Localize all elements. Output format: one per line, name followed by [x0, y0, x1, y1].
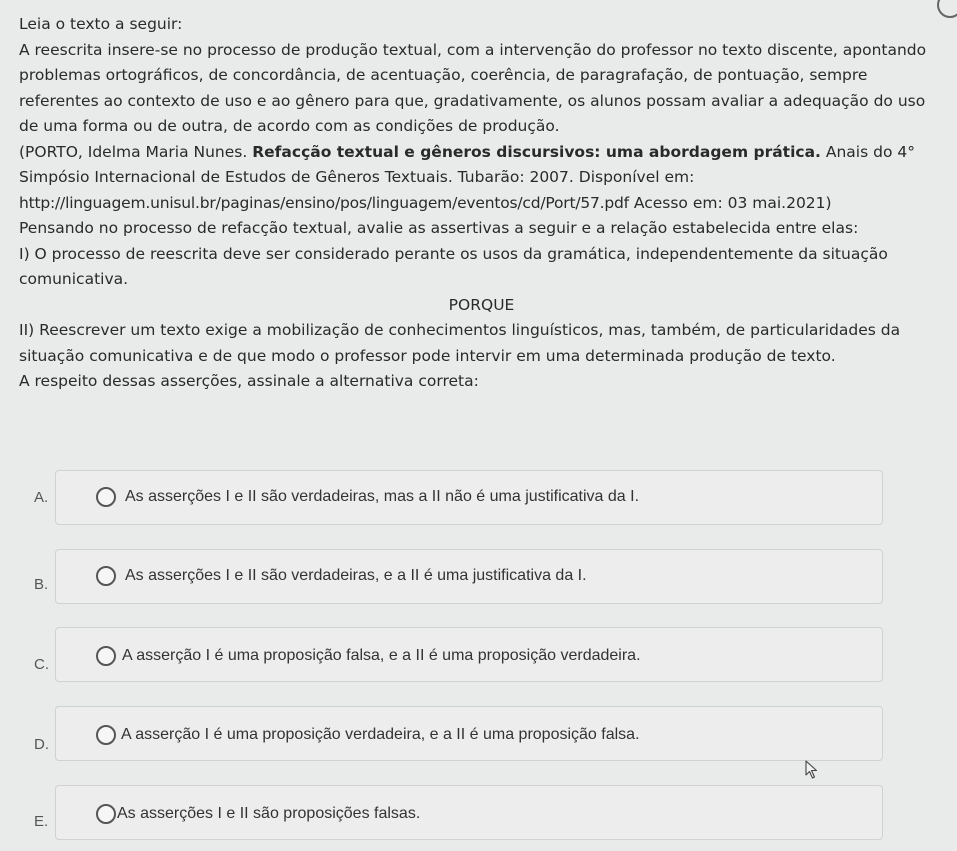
- option-c[interactable]: [34, 627, 883, 682]
- citation-access: Acesso em: 03 mai.2021): [628, 193, 832, 212]
- option-letter: E.: [34, 813, 49, 830]
- option-a[interactable]: [34, 470, 883, 525]
- option-b[interactable]: [34, 549, 883, 604]
- option-letter: D.: [34, 736, 49, 753]
- radio-button-icon[interactable]: [96, 804, 116, 824]
- option-letter: C.: [34, 656, 49, 673]
- option-text: A asserção I é uma proposição verdadeira, e a II é uma proposição falsa.: [121, 726, 640, 743]
- instruction-text: Pensando no processo de refacção textual, avalie as assertivas a seguir e a relação estabelecida entre elas:: [19, 219, 859, 237]
- question-text: A respeito dessas asserções, assinale a alternativa correta:: [19, 372, 479, 390]
- citation-author: (PORTO, Idelma Maria Nunes.: [19, 142, 253, 161]
- citation-url: http://linguagem.unisul.br/paginas/ensino/pos/linguagem/eventos/cd/Port/57.pdf: [19, 193, 629, 212]
- radio-button-icon[interactable]: [96, 487, 116, 507]
- option-text: A asserção I é uma proposição falsa, e a II é uma proposição verdadeira.: [122, 647, 641, 664]
- option-letter: B.: [34, 576, 49, 593]
- assertion-2: II) Reescrever um texto exige a mobilização de conhecimentos linguísticos, mas, também, de particularidades da situação comunicativa e de que modo o professor pode intervir em uma determinada produção de texto.: [19, 321, 901, 365]
- citation-source: Anais do 4° Simpósio Internacional de Estudos de Gêneros Textuais. Tubarão: 2007. Disponível em:: [19, 142, 915, 186]
- radio-button-icon[interactable]: [96, 725, 116, 745]
- question-prompt: [19, 12, 944, 395]
- option-letter: A.: [34, 489, 49, 506]
- option-text: As asserções I e II são verdadeiras, e a II é uma justificativa da I.: [125, 567, 587, 584]
- radio-button-icon[interactable]: [96, 646, 116, 666]
- mouse-pointer-icon: [805, 760, 819, 780]
- option-d[interactable]: [34, 706, 883, 761]
- citation: [19, 140, 944, 217]
- connector-text: PORQUE: [448, 295, 515, 314]
- intro-text: Leia o texto a seguir:: [19, 15, 183, 33]
- citation-title: Refacção textual e gêneros discursivos: uma abordagem prática.: [252, 142, 821, 161]
- option-text: As asserções I e II são proposições falsas.: [117, 805, 421, 822]
- radio-button-icon[interactable]: [96, 566, 116, 586]
- option-text: As asserções I e II são verdadeiras, mas a II não é uma justificativa da I.: [125, 488, 640, 505]
- excerpt-text: A reescrita insere-se no processo de produção textual, com a intervenção do professor no texto discente, apontando problemas ortográficos, de concordância, de acentuação, coerência, de paragrafação, de pontuação, sempre referentes ao contexto de uso e ao gênero para que, gradativamente, os alunos possam avaliar a adequação do uso de uma forma ou de outra, de acordo com as condições de produção.: [19, 40, 927, 135]
- assertion-1: I) O processo de reescrita deve ser considerado perante os usos da gramática, independentemente da situação comunicativa.: [19, 244, 888, 288]
- option-e[interactable]: [34, 785, 883, 840]
